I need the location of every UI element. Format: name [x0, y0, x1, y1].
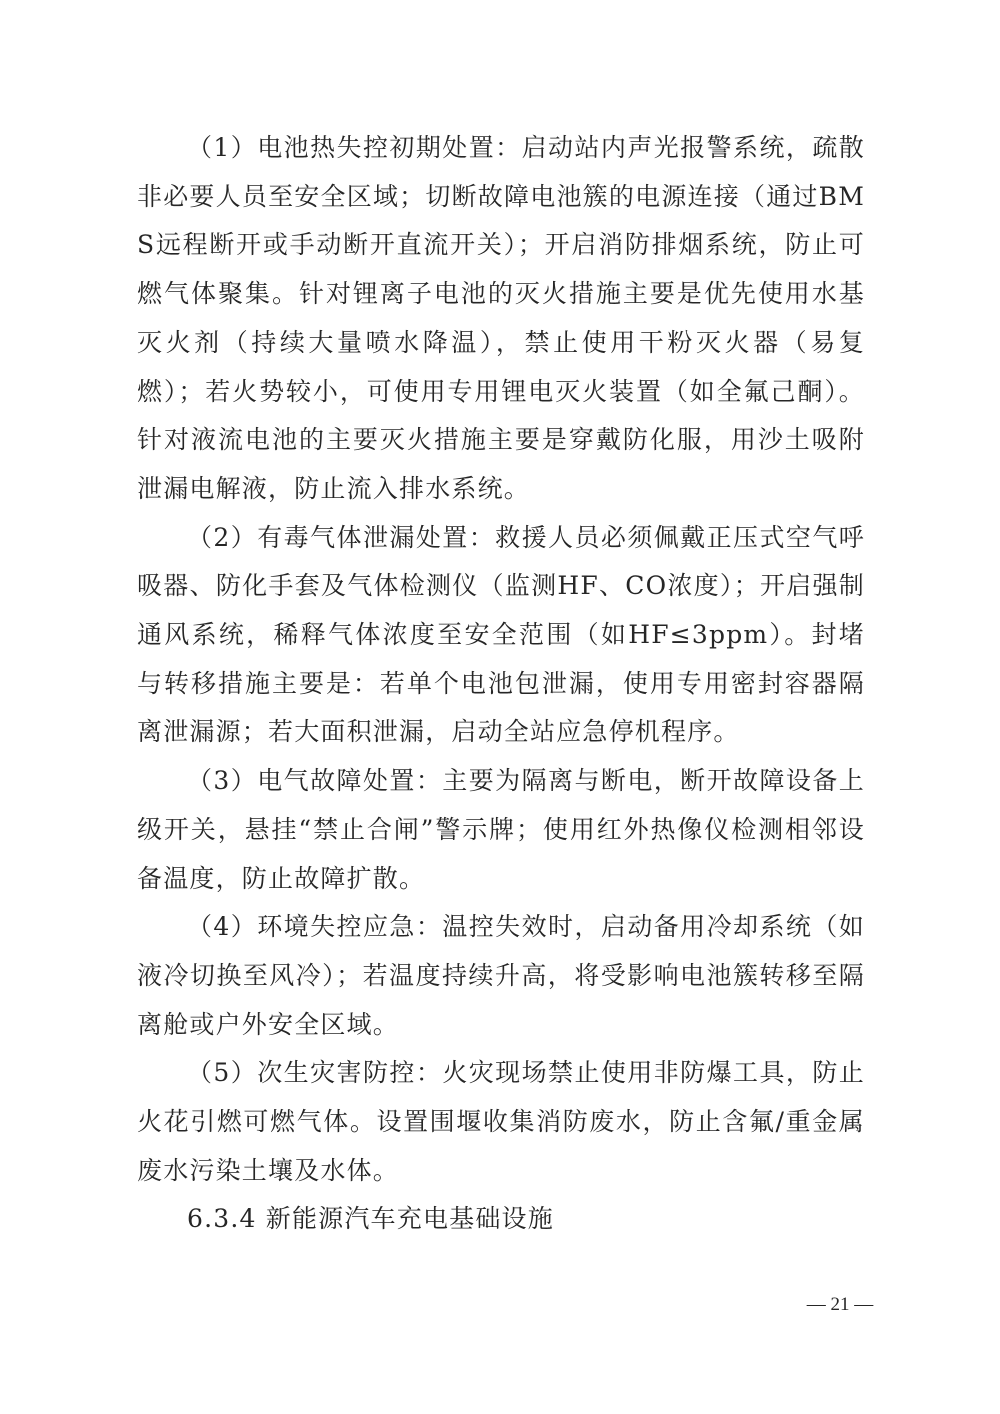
paragraph-secondary-disaster: （5）次生灾害防控：火灾现场禁止使用非防爆工具，防止火花引燃可燃气体。设置围堰收集消防废水，防止含氟/重金属废水污染土壤及水体。 [137, 1058, 865, 1185]
section-heading: 6.3.4 新能源汽车充电基础设施 [187, 1204, 554, 1234]
paragraph-electrical-fault: （3）电气故障处置：主要为隔离与断电，断开故障设备上级开关，悬挂“禁止合闸”警示牌；使用红外热像仪检测相邻设备温度，防止故障扩散。 [137, 766, 865, 893]
page-number: — 21 — [806, 1294, 874, 1315]
paragraph-environment-control: （4）环境失控应急：温控失效时，启动备用冷却系统（如液冷切换至风冷）；若温度持续升高，将受影响电池簇转移至隔离舱或户外安全区域。 [137, 912, 865, 1039]
paragraph-thermal-runaway: （1）电池热失控初期处置：启动站内声光报警系统，疏散非必要人员至安全区域；切断故障电池簇的电源连接（通过BMS远程断开或手动断开直流开关）；开启消防排烟系统，防止可燃气体聚集。针对锂离子电池的灭火措施主要是优先使用水基灭火剂（持续大量喷水降温），禁止使用干粉灭火器（易复燃）；若火势较小，可使用专用锂电灭火装置（如全氟己酮）。针对液流电池的主要灭火措施主要是穿戴防化服，用沙土吸附泄漏电解液，防止流入排水系统。 [137, 133, 865, 503]
paragraph-toxic-gas-leak: （2）有毒气体泄漏处置：救援人员必须佩戴正压式空气呼吸器、防化手套及气体检测仪（监测HF、CO浓度）；开启强制通风系统，稀释气体浓度至安全范围（如HF≤3ppm）。封堵与转移措施主要是：若单个电池包泄漏，使用专用密封容器隔离泄漏源；若大面积泄漏，启动全站应急停机程序。 [137, 522, 865, 747]
document-body [137, 124, 865, 1244]
